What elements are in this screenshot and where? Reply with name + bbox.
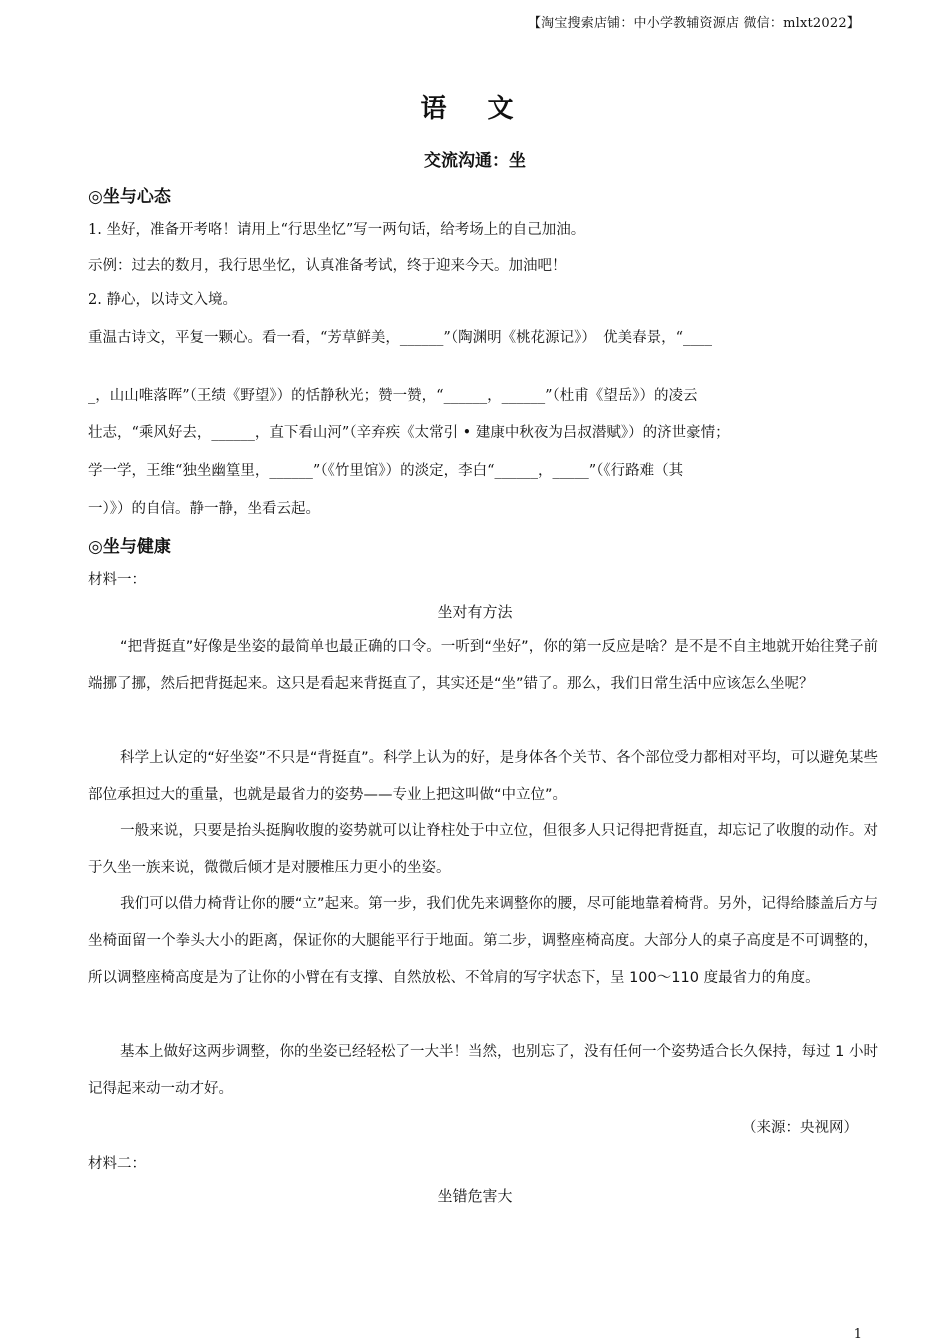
material-2-title: 坐错危害大 <box>437 1187 513 1205</box>
material-1-label: 材料一： <box>88 572 146 588</box>
material-1-title: 坐对有方法 <box>437 603 513 621</box>
poem-line: 壮志，“乘风好去，______，直下看山河”（辛弃疾《太常引 • 建康中秋夜为吕叔潜赋》）的济世豪情； <box>88 425 730 441</box>
page-title: 语 文 <box>420 94 530 124</box>
header-note: 【淘宝搜索店铺：中小学教辅资源店 微信：mlxt2022】 <box>527 16 860 31</box>
article-paragraph: 基本上做好这两步调整，你的坐姿已经轻松了一大半！当然，也别忘了，没有任何一个姿势适合长久保持，每过 1 小时记得起来动一动才好。 <box>88 1044 878 1097</box>
poem-line: 一）》）的自信。静一静，坐看云起。 <box>88 501 320 517</box>
poem-line: 重温古诗文，平复一颗心。看一看，“芳草鲜美，______”（陶渊明《桃花源记》） 优美春景，“____ <box>88 330 712 346</box>
section-heading-health: ◎坐与健康 <box>88 537 171 557</box>
example-answer: 示例：过去的数月，我行思坐忆，认真准备考试，终于迎来今天。加油吧！ <box>88 258 567 274</box>
page-number: 1 <box>853 1327 862 1342</box>
page-subtitle: 交流沟通：坐 <box>424 151 526 171</box>
article-paragraph: 一般来说，只要是抬头挺胸收腹的姿势就可以让脊柱处于中立位，但很多人只记得把背挺直，却忘记了收腹的动作。对于久坐一族来说，微微后倾才是对腰椎压力更小的坐姿。 <box>88 823 878 876</box>
question-2: 2. 静心，以诗文入境。 <box>88 292 237 308</box>
article-paragraph: 科学上认定的“好坐姿”不只是“背挺直”。科学上认为的好，是身体各个关节、各个部位受力都相对平均，可以避免某些部位承担过大的重量，也就是最省力的姿势——专业上把这叫做“中立位”。 <box>88 750 878 803</box>
section-heading-mindset: ◎坐与心态 <box>88 187 171 207</box>
poem-line: 学一学，王维“独坐幽篁里，______”（《竹里馆》）的淡定，李白“______，_____”（《行路难（其 <box>88 463 684 479</box>
source-note: （来源：央视网） <box>742 1120 858 1136</box>
article-paragraph: 我们可以借力椅背让你的腰“立”起来。第一步，我们优先来调整你的腰，尽可能地靠着椅背。另外，记得给膝盖后方与坐椅面留一个拳头大小的距离，保证你的大腿能平行于地面。第二步，调整座椅高度。大部分人的桌子高度是不可调整的，所以调整座椅高度是为了让你的小臂在有支撑、自然放松、不耸肩的写字状态下，呈 100～110 度最省力的角度。 <box>88 896 878 986</box>
question-1: 1. 坐好，准备开考咯！请用上“行思坐忆”写一两句话，给考场上的自己加油。 <box>88 222 586 238</box>
article-paragraph: “把背挺直”好像是坐姿的最简单也最正确的口令。一听到“坐好”，你的第一反应是啥？是不是不自主地就开始往凳子前端挪了挪，然后把背挺起来。这只是看起来背挺直了，其实还是“坐”错了。那么，我们日常生活中应该怎么坐呢？ <box>88 639 878 692</box>
material-2-label: 材料二： <box>88 1156 146 1172</box>
poem-line: _，山山唯落晖”（王绩《野望》）的恬静秋光；赞一赞，“______，______”（杜甫《望岳》）的凌云 <box>88 388 698 404</box>
